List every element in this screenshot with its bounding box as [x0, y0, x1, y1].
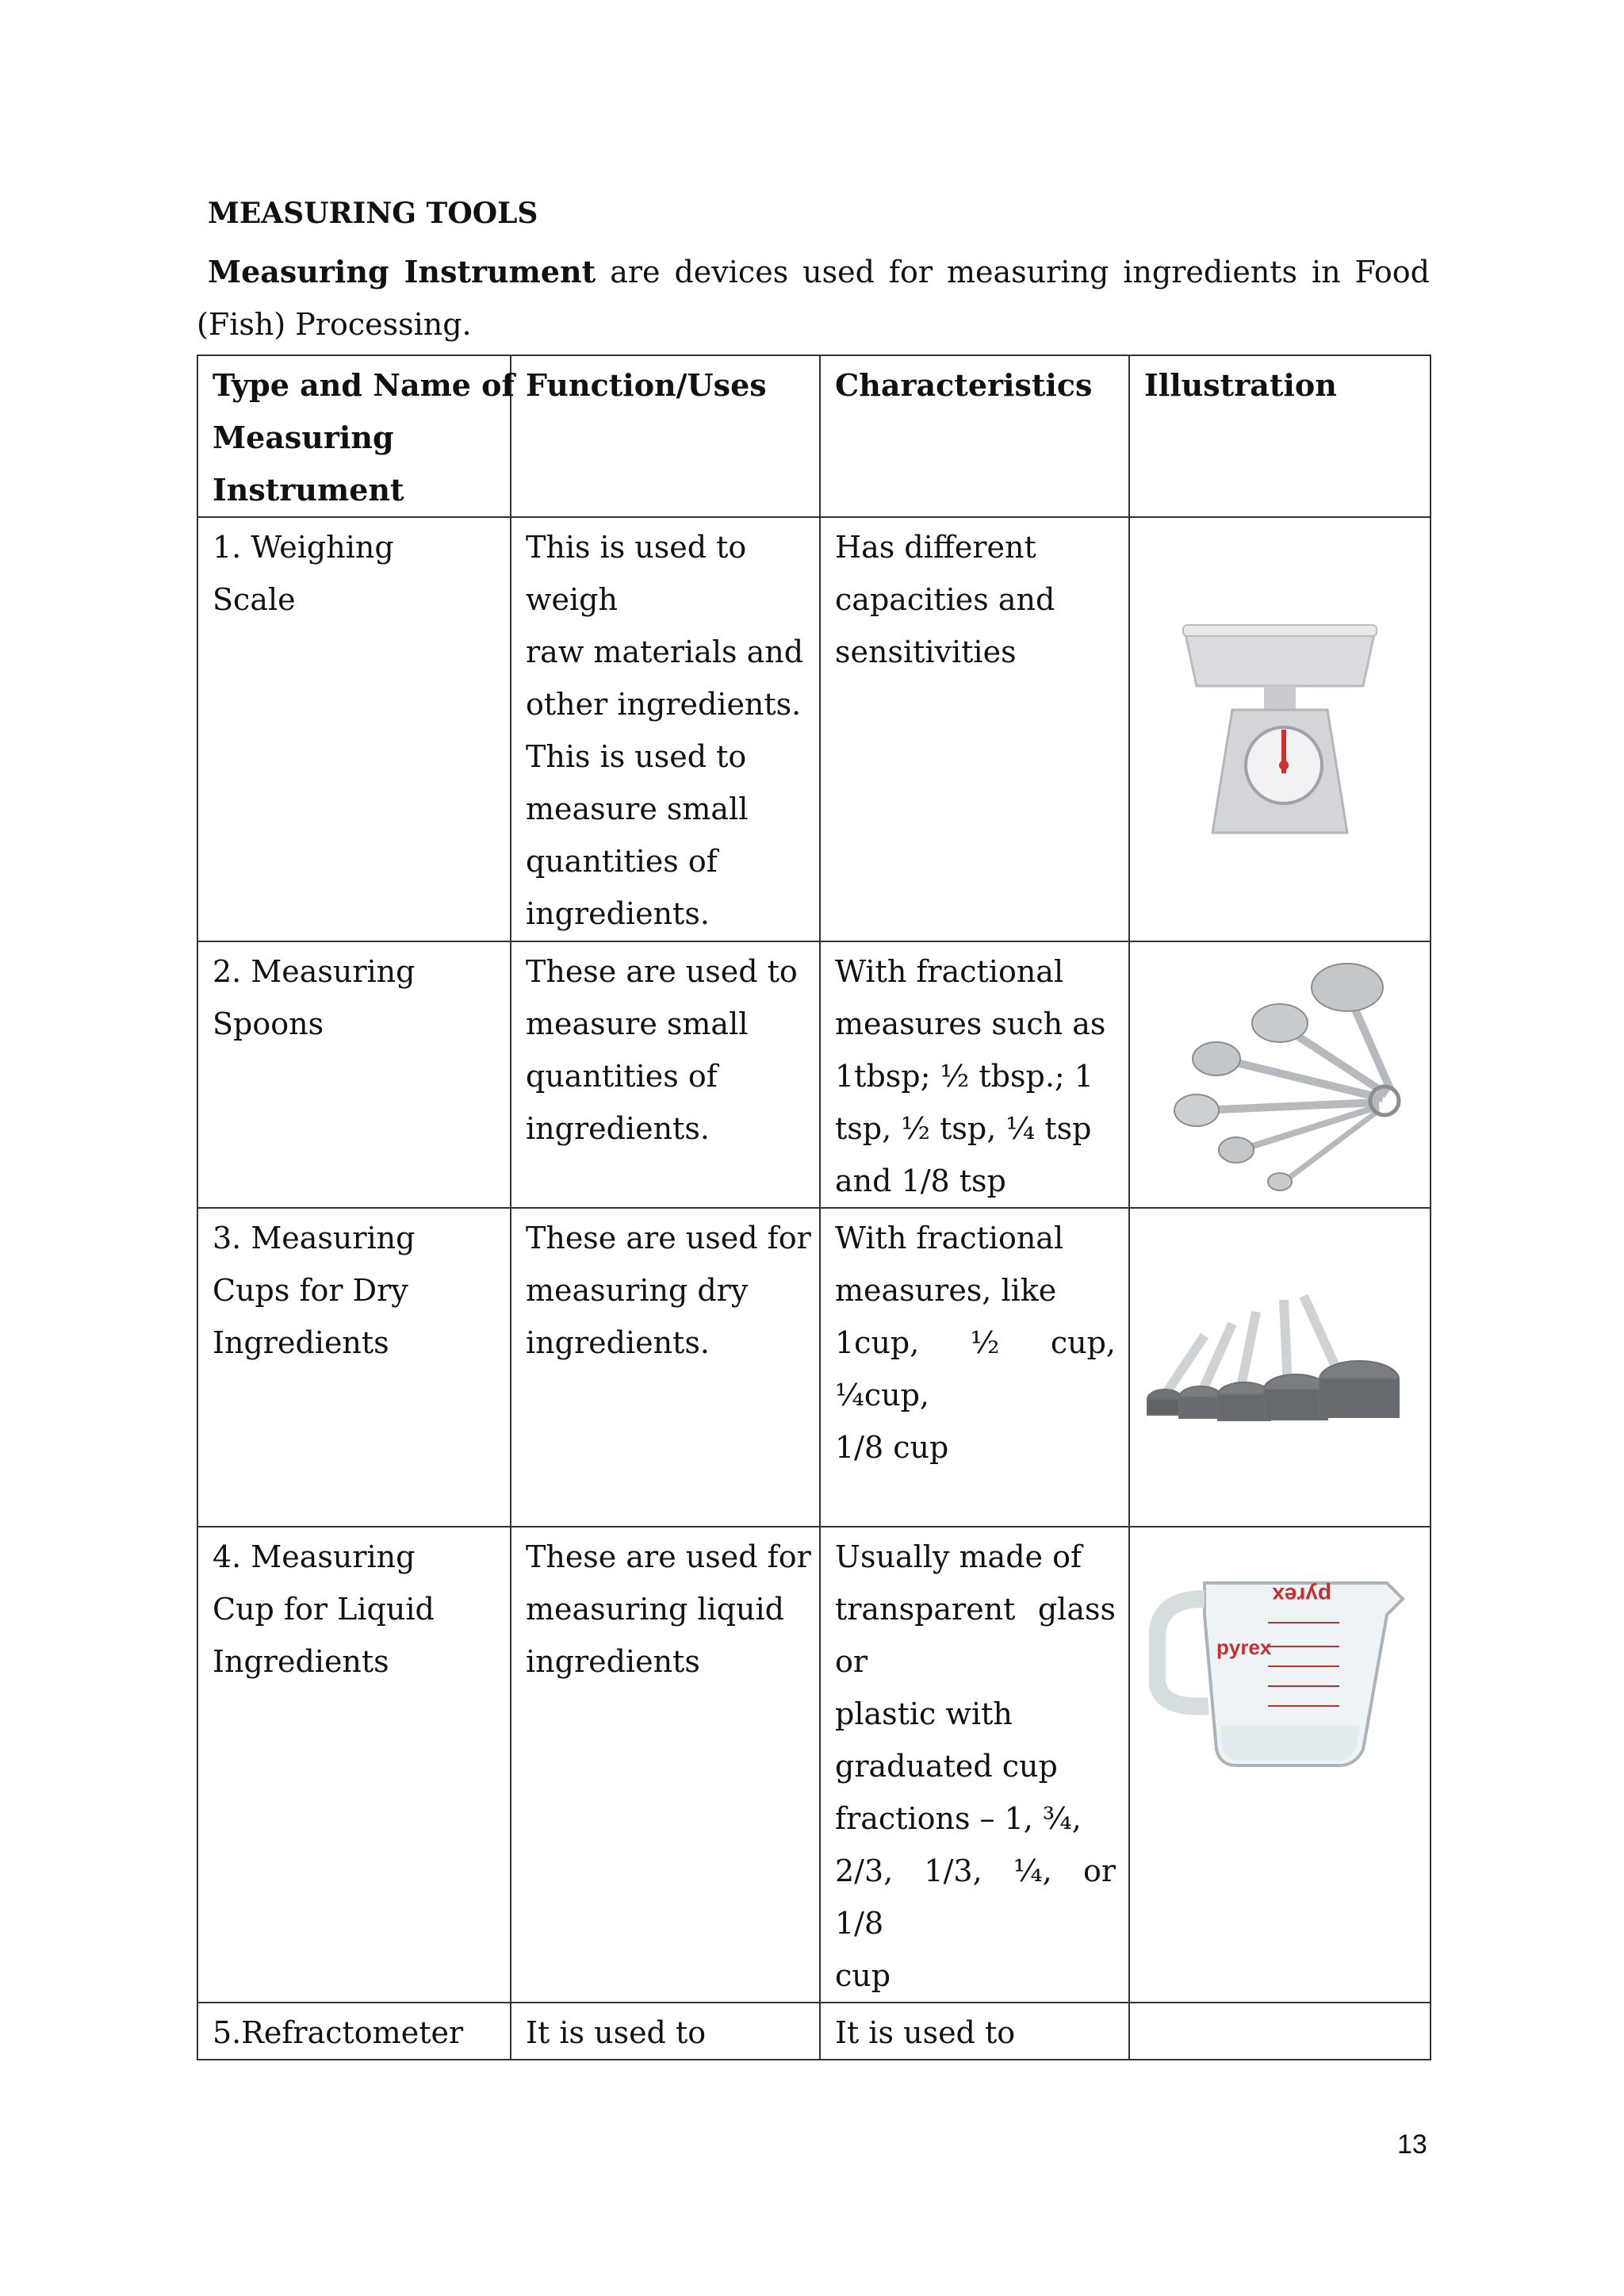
function-line: measuring dry: [526, 1273, 749, 1308]
function-line: quantities of: [526, 1059, 718, 1094]
table-row: [197, 1208, 1431, 1527]
char-line: [835, 1317, 1116, 1369]
char-line: capacities and: [835, 582, 1055, 617]
char-word: glass: [1037, 1592, 1116, 1627]
function-line: ingredients.: [526, 896, 710, 931]
header-type-line: Type and Name of: [213, 367, 515, 403]
table-row: [197, 517, 1431, 941]
table-header-row: [197, 355, 1431, 517]
measuring-tools-table: [197, 355, 1431, 2060]
brand-text: pyrex: [1272, 1583, 1331, 1608]
row-name-line: 3. Measuring: [213, 1221, 416, 1255]
char-line: fractions – 1, ¾,: [835, 1801, 1082, 1836]
row-name-line: Cup for Liquid: [213, 1592, 435, 1627]
liquid-measuring-cup-illustration: [1129, 1527, 1431, 2003]
row-function: [511, 2003, 820, 2060]
char-line: ¼cup,: [835, 1378, 929, 1412]
row-name: [197, 1208, 511, 1527]
weighing-scale-icon: [1177, 611, 1383, 849]
weighing-scale-illustration: [1129, 517, 1431, 941]
char-word: 2/3,: [835, 1853, 894, 1888]
page-number: 13: [1397, 2129, 1427, 2160]
function-line: other ingredients.: [526, 687, 802, 722]
char-word: transparent: [835, 1592, 1016, 1627]
char-word: 1cup,: [835, 1325, 920, 1360]
row-function: [511, 1208, 820, 1527]
table-row: [197, 1527, 1431, 2003]
row-name-line: 2. Measuring: [213, 954, 416, 989]
measuring-spoons-illustration: [1129, 941, 1431, 1208]
row-characteristics: [820, 517, 1129, 941]
measuring-spoons-icon: [1153, 956, 1407, 1194]
measuring-cups-dry-illustration: [1129, 1208, 1431, 1527]
function-line: These are used for: [526, 1221, 811, 1255]
char-line: [835, 1583, 1116, 1635]
char-line: tsp, ½ tsp, ¼ tsp: [835, 1111, 1092, 1146]
row-name: [197, 941, 511, 1208]
header-type-line: Instrument: [213, 472, 404, 508]
char-line: 1/8: [835, 1906, 884, 1941]
char-line: Usually made of: [835, 1539, 1082, 1574]
row-characteristics: [820, 941, 1129, 1208]
row-function: [511, 941, 820, 1208]
row-function: [511, 1527, 820, 2003]
function-line: measure small: [526, 792, 749, 826]
row-name-line: Scale: [213, 582, 296, 617]
header-type: [197, 355, 515, 517]
function-line: This is used to: [526, 739, 747, 774]
char-line: measures, like: [835, 1273, 1057, 1308]
row-name-line: Ingredients: [213, 1325, 389, 1360]
char-line: graduated cup: [835, 1749, 1058, 1784]
function-line: measure small: [526, 1006, 749, 1041]
char-line: With fractional: [835, 1221, 1064, 1255]
function-line: raw materials and: [526, 634, 804, 669]
char-line: cup: [835, 1958, 891, 1993]
char-word: 1/3,: [924, 1853, 982, 1888]
page-heading: MEASURING TOOLS: [208, 197, 538, 230]
header-illustration: Illustration: [1129, 355, 1431, 517]
liquid-measuring-cup-icon: [1149, 1567, 1411, 1773]
char-line: plastic with: [835, 1696, 1013, 1731]
char-line: With fractional: [835, 954, 1064, 989]
measuring-cups-icon: [1145, 1288, 1415, 1447]
intro-paragraph: [197, 246, 1430, 351]
function-line: weigh: [526, 582, 618, 617]
char-word: cup,: [1050, 1325, 1116, 1360]
char-line: measures such as: [835, 1006, 1106, 1041]
intro-text: are devices used for measuring ingredients in Food (Fish) Processing.: [197, 255, 1430, 342]
row-illustration-empty: [1129, 2003, 1431, 2060]
function-line: This is used to: [526, 530, 747, 565]
function-line: These are used for: [526, 1539, 811, 1574]
char-word: ¼,: [1013, 1853, 1052, 1888]
char-word: or: [1082, 1853, 1116, 1888]
char-line: sensitivities: [835, 634, 1017, 669]
char-line: 1/8 cup: [835, 1430, 949, 1465]
row-name-line: 4. Measuring: [213, 1539, 416, 1574]
row-characteristics: [820, 1527, 1129, 2003]
char-line: Has different: [835, 530, 1036, 565]
function-line: These are used to: [526, 954, 798, 989]
row-characteristics: [820, 2003, 1129, 2060]
row-name: [197, 517, 511, 941]
row-name-line: 1. Weighing: [213, 530, 394, 565]
char-line: 1tbsp; ½ tbsp.; 1: [835, 1059, 1094, 1094]
brand-text: pyrex: [1216, 1635, 1272, 1659]
header-type-line: Measuring: [213, 420, 394, 455]
table-row: [197, 2003, 1431, 2060]
char-word: ½: [970, 1325, 1000, 1360]
function-line: measuring liquid: [526, 1592, 784, 1627]
function-line: ingredients: [526, 1644, 700, 1679]
header-characteristics: Characteristics: [820, 355, 1129, 517]
row-name-line: Cups for Dry: [213, 1273, 408, 1308]
table-row: [197, 941, 1431, 1208]
function-line: It is used to: [526, 2015, 707, 2050]
row-characteristics: [820, 1208, 1129, 1527]
row-name: [197, 2003, 511, 2060]
char-line: and 1/8 tsp: [835, 1163, 1006, 1198]
row-name-line: Spoons: [213, 1006, 324, 1041]
row-name-line: 5.Refractometer: [213, 2015, 464, 2050]
char-line: It is used to: [835, 2015, 1016, 2050]
header-function: Function/Uses: [511, 355, 820, 517]
intro-term: Measuring Instrument: [208, 254, 596, 289]
function-line: quantities of: [526, 844, 718, 879]
function-line: ingredients.: [526, 1325, 710, 1360]
char-line: [835, 1845, 1116, 1897]
row-function: [511, 517, 820, 941]
row-name: [197, 1527, 511, 2003]
char-line: or: [835, 1644, 868, 1679]
row-name-line: Ingredients: [213, 1644, 389, 1679]
function-line: ingredients.: [526, 1111, 710, 1146]
